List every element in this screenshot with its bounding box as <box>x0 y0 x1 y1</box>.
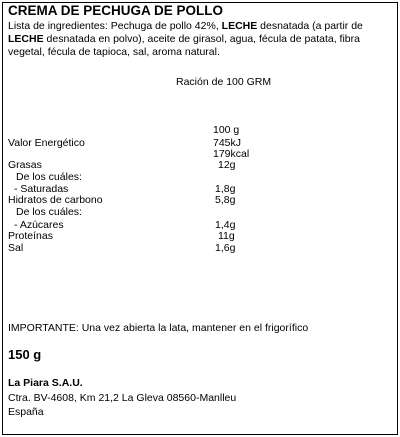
row-carbs-value: 5,8g <box>215 194 236 206</box>
row-energy-kj: 745kJ <box>213 137 242 149</box>
row-saturated-value: 1,8g <box>215 183 236 195</box>
company-country: España <box>8 406 44 418</box>
row-energy-label: Valor Energético <box>8 137 85 149</box>
ingredients-list <box>8 20 390 59</box>
serving-header: Ración de 100 GRM <box>176 76 272 88</box>
row-sugars-label: - Azúcares <box>14 219 64 231</box>
row-protein-label: Proteínas <box>8 230 53 242</box>
ingredients-mid: desnatada (a partir de <box>257 20 363 32</box>
row-saturated-label: - Saturadas <box>14 183 69 195</box>
row-carbs-of-which: De los cuáles: <box>16 206 82 218</box>
allergen-milk-2: LECHE <box>8 33 44 45</box>
allergen-milk-1: LECHE <box>221 20 258 32</box>
company-name: La Piara S.A.U. <box>8 377 83 389</box>
ingredients-suffix: desnatada en polvo), aceite de girasol, agua, fécula de patata, fibra vegetal, fécula de tapioca, sal, aroma natural. <box>8 33 360 58</box>
row-fat-label: Grasas <box>8 159 42 171</box>
storage-notice: IMPORTANTE: Una vez abierta la lata, mantener en el frigorífico <box>8 322 309 334</box>
row-fat-of-which: De los cuáles: <box>16 171 82 183</box>
company-address: Ctra. BV-4608, Km 21,2 La Gleva 08560-Manlleu <box>8 392 237 404</box>
row-protein-value: 11g <box>218 230 235 242</box>
row-sugars-value: 1,4g <box>215 219 236 231</box>
row-carbs-label: Hidratos de carbono <box>8 194 103 206</box>
row-salt-value: 1,6g <box>215 242 236 254</box>
serving-amount: 100 g <box>213 124 240 136</box>
row-energy-kcal: 179kcal <box>213 148 250 160</box>
row-fat-value: 12g <box>218 159 236 171</box>
ingredients-prefix: Lista de ingredientes: Pechuga de pollo 42%, <box>8 20 222 32</box>
row-salt-label: Sal <box>8 242 24 254</box>
net-weight: 150 g <box>8 347 42 362</box>
product-title: CREMA DE PECHUGA DE POLLO <box>8 3 224 18</box>
